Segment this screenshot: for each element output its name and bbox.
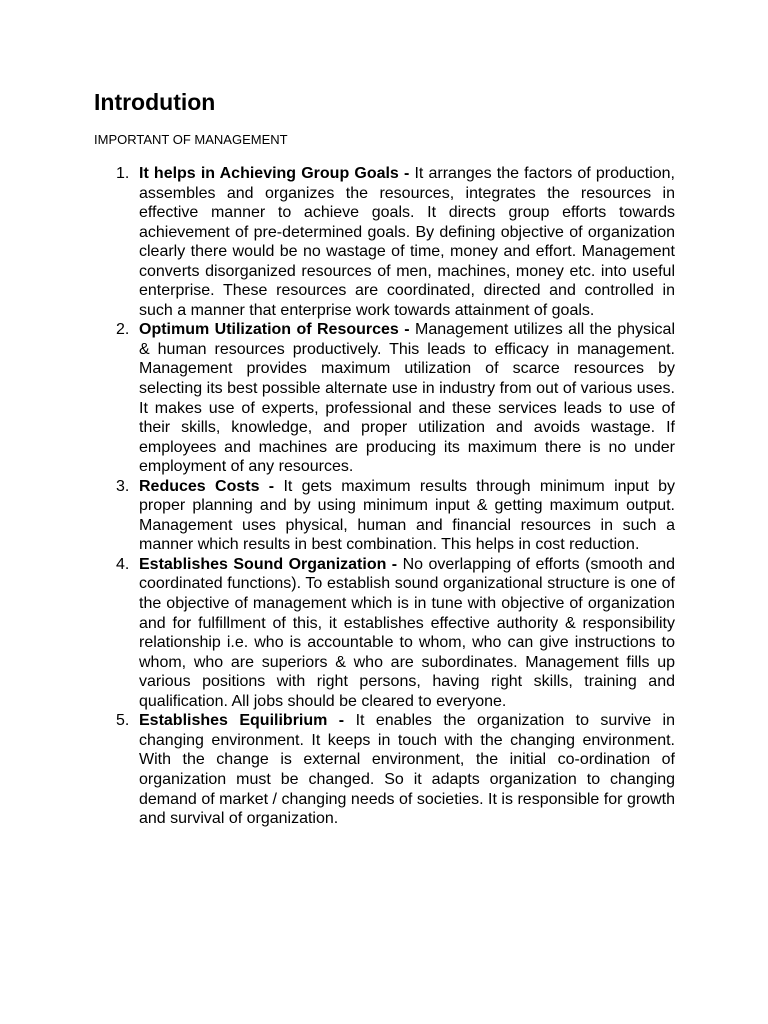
- list-item-heading: Establishes Equilibrium -: [139, 712, 345, 730]
- list-item-heading: Establishes Sound Organization -: [139, 555, 398, 573]
- list-item-number: 2.: [116, 321, 130, 339]
- list-item-text: Management utilizes all the physical & human resources productively. This leads to efficacy in management. Management provides maximum utilization of scarce resources by selecting its best possible alternate use in industry from out of various uses. It makes use of experts, professional and these services leads to use of their skills, knowledge, and proper utilization and avoids wastage. If employees and machines are producing its maximum there is no under employment of any resources.: [139, 321, 675, 476]
- list-item-heading: It helps in Achieving Group Goals -: [139, 165, 410, 182]
- list-item-sound-organization: [94, 555, 675, 711]
- section-subtitle: IMPORTANT OF MANAGEMENT: [94, 132, 288, 147]
- list-item-text: It arranges the factors of production, assembles and organizes the resources, integrates the resources in effective manner to achieve goals. It directs group efforts towards achievement of pre-determined goals. By defining objective of organization clearly there would be no wastage of time, money and effort. Management converts disorganized resources of men, machines, money etc. into useful enterprise. These resources are coordinated, directed and controlled in such a manner that enterprise work towards attainment of goals.: [139, 165, 676, 319]
- page-title: Introdution: [94, 89, 216, 115]
- list-item-number: 4.: [116, 555, 130, 573]
- list-item-text: It gets maximum results through minimum input by proper planning and by using minimum input & getting maximum output. Management uses physical, human and financial resources in such a manner which results in best combination. This helps in cost reduction.: [139, 477, 675, 554]
- list-item-heading: Reduces Costs -: [139, 477, 275, 495]
- list-item-number: 5.: [116, 712, 130, 730]
- list-item-text: No overlapping of efforts (smooth and coordinated functions). To establish sound organizational structure is one of the objective of management which is in tune with objective of organization and for fulfillment of this, it establishes effective authority & responsibility relationship i.e. who is accountable to whom, who can give instructions to whom, who are superiors & who are subordinates. Management fills up various positions with right persons, having right skills, training and qualification. All jobs should be cleared to everyone.: [139, 555, 675, 710]
- list-item-reduces-costs: [94, 477, 675, 555]
- list-item-equilibrium: [94, 711, 675, 828]
- management-importance-list: [94, 164, 675, 829]
- list-item-number: 3.: [116, 477, 130, 495]
- list-item-text: It enables the organization to survive in changing environment. It keeps in touch with the changing environment. With the change is external environment, the initial co-ordination of organization must be changed. So it adapts organization to changing demand of market / changing needs of societies. It is responsible for growth and survival of organization.: [139, 712, 675, 828]
- list-item-heading: Optimum Utilization of Resources -: [139, 321, 410, 339]
- list-item-optimum-utilization: [94, 320, 675, 476]
- list-item-achieving-group-goals: [94, 164, 675, 320]
- list-item-number: 1.: [116, 165, 130, 182]
